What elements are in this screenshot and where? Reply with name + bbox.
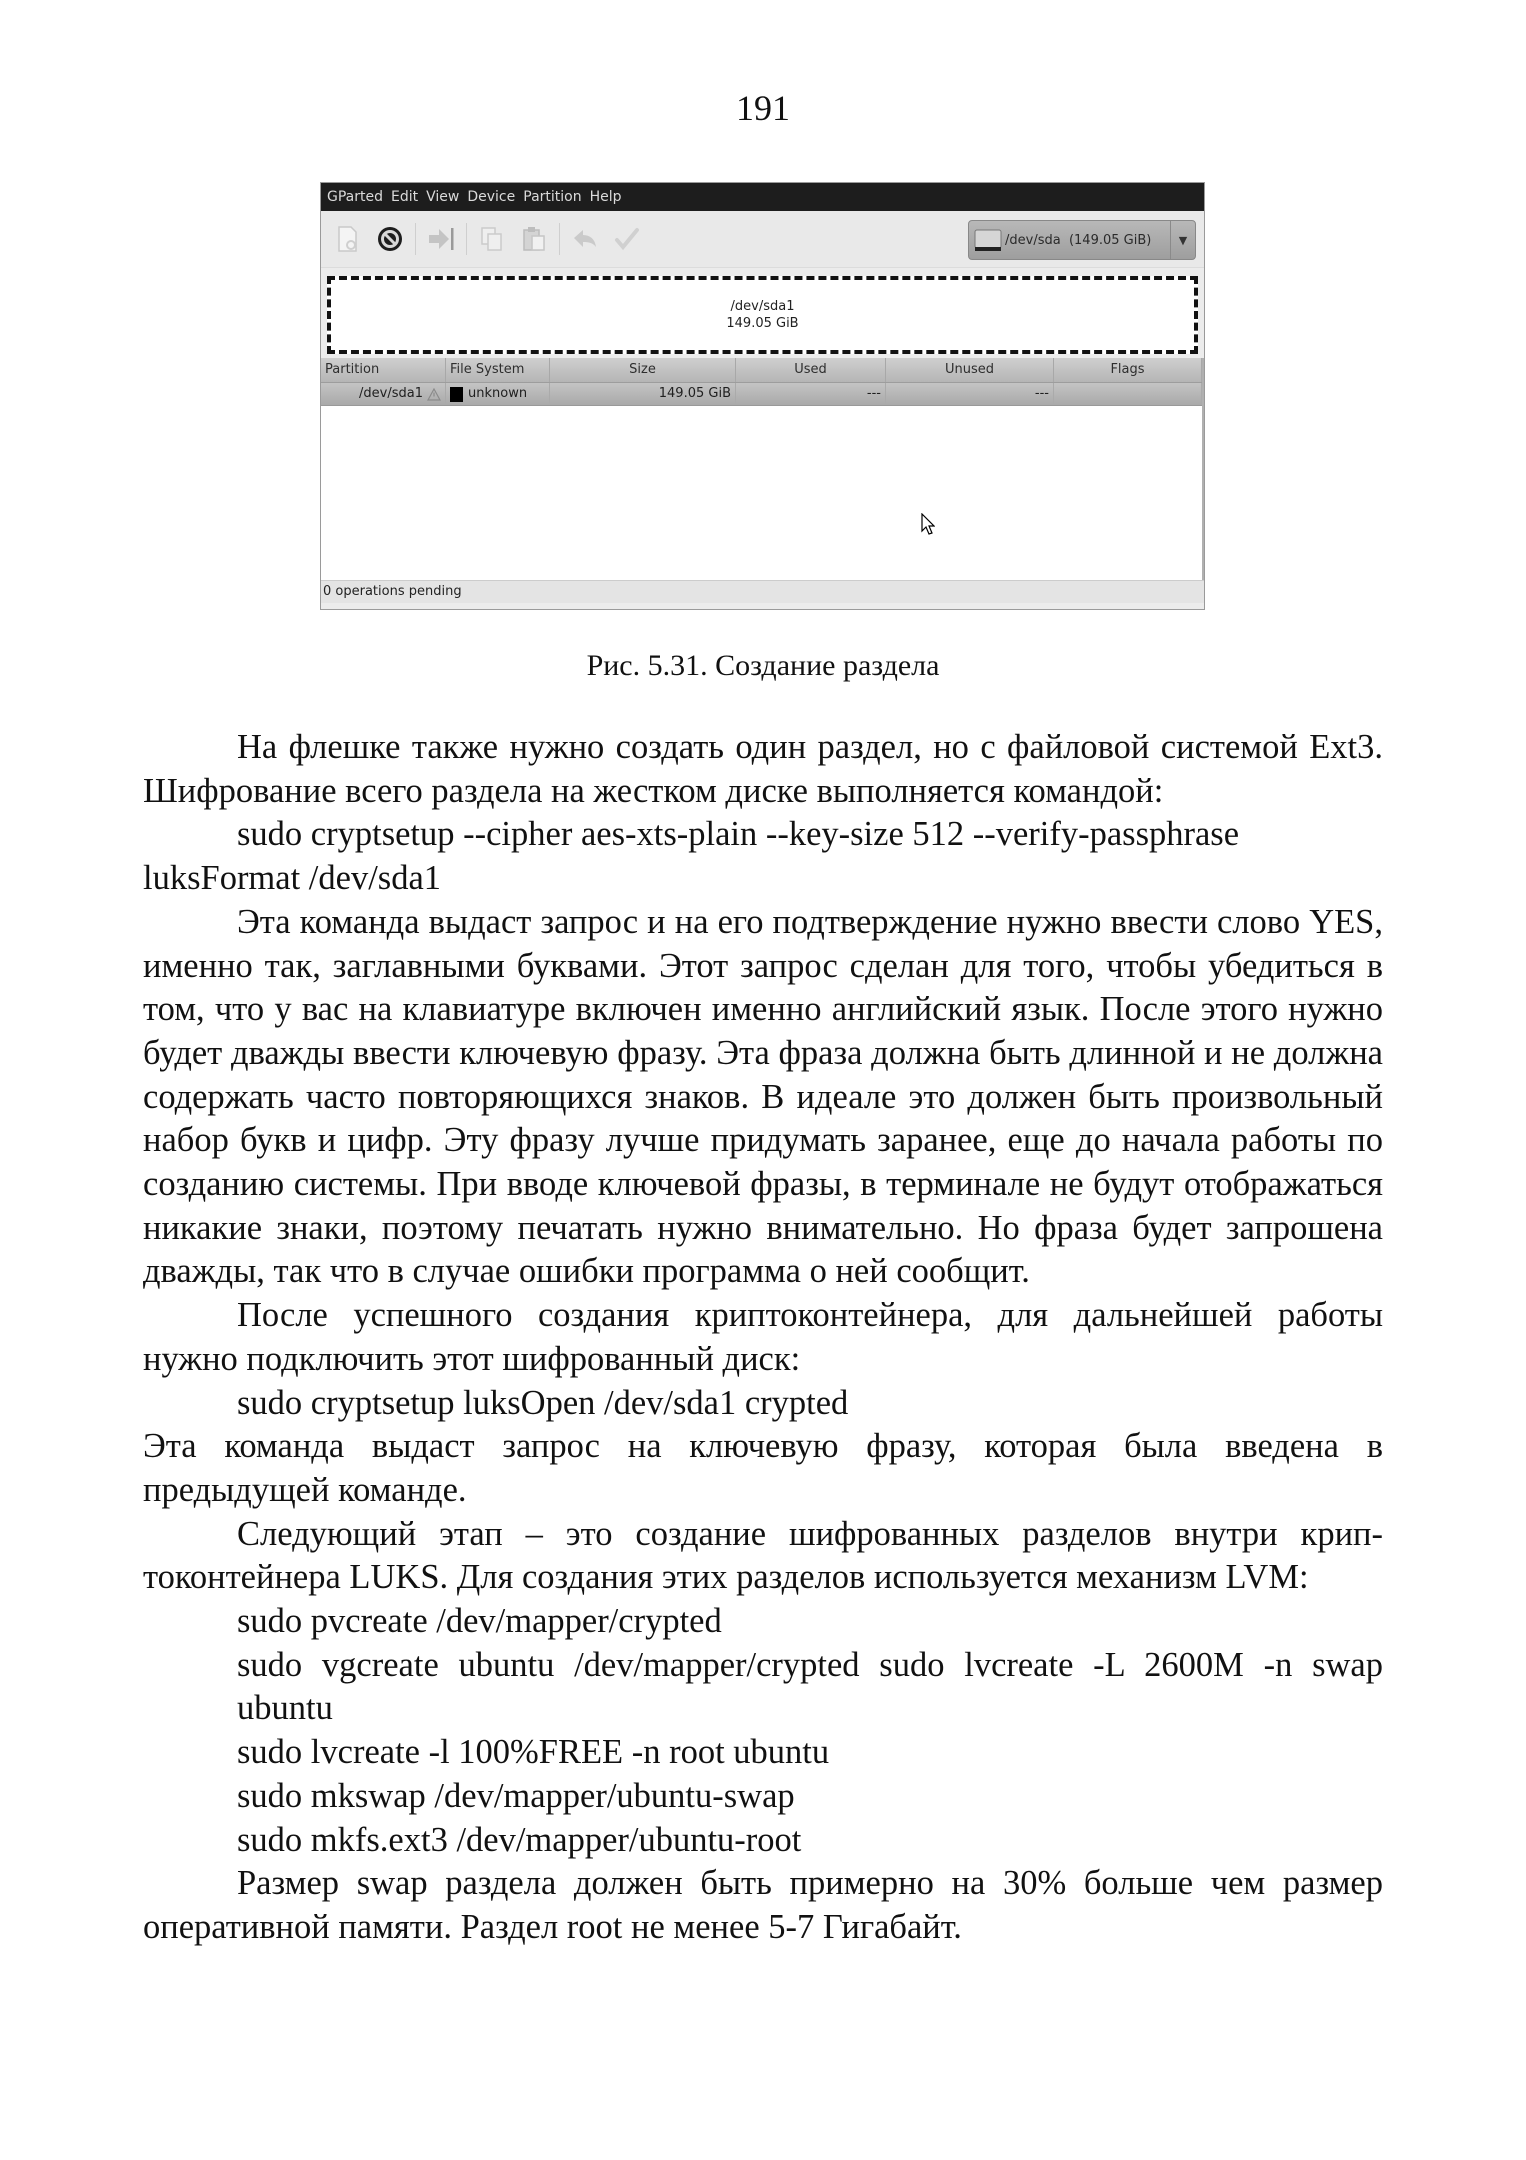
cell-file-system — [446, 383, 550, 405]
menu-device[interactable]: Device — [467, 189, 516, 205]
graphic-partition-size: 149.05 GiB — [726, 316, 799, 331]
command-line-continuation: luksFormat /dev/sda1 — [143, 859, 442, 898]
command-line: sudo pvcreate /dev/mapper/crypted — [237, 1602, 722, 1641]
device-label: /dev/sda (149.05 GiB) — [1005, 232, 1152, 248]
copy-button[interactable] — [475, 222, 509, 256]
command-line: sudo cryptsetup --cipher aes-xts-plain --key-size 512 --verify-passphrase — [237, 815, 1240, 854]
mouse-cursor-icon — [921, 513, 935, 535]
resize-move-icon — [426, 225, 456, 253]
command-line: sudo vgcreate ubuntu /dev/mapper/crypted sudo lvcreate -L 2600M -n swap ubuntu — [237, 1645, 1383, 1728]
column-header-used[interactable]: Used — [736, 358, 886, 382]
copy-icon — [479, 225, 505, 253]
chevron-down-icon[interactable]: ▼ — [1170, 221, 1195, 259]
paragraph: На флешке также нужно создать один раздел, но с файловой системой Ext3. Шифрование всего раздела на жестком диске выполняется командой: — [143, 728, 1383, 810]
menu-partition[interactable]: Partition — [523, 189, 582, 205]
partition-name: /dev/sda1 — [359, 386, 423, 401]
paragraph: Следующий этап – это создание шифрованных разделов внутри криптоконтейнера LUKS. Для создания этих разделов используется механизм LVM: — [143, 1514, 1383, 1597]
toolbar — [321, 211, 1204, 268]
table-row[interactable] — [321, 383, 1202, 406]
page-number: 191 — [736, 88, 790, 128]
menu-edit[interactable]: Edit — [391, 189, 419, 205]
figure-caption: Рис. 5.31. Создание раздела — [586, 649, 940, 682]
file-system-color-swatch — [450, 387, 463, 402]
device-selector[interactable] — [968, 220, 1196, 260]
command-line: sudo lvcreate -l 100%FREE -n root ubuntu — [237, 1733, 830, 1772]
new-partition-icon — [336, 225, 360, 253]
delete-icon — [376, 225, 404, 253]
column-header-partition[interactable]: Partition — [321, 358, 446, 382]
menu-gparted[interactable]: GParted — [327, 189, 383, 205]
toolbar-separator — [466, 223, 467, 255]
resize-move-button[interactable] — [424, 222, 458, 256]
cell-unused: --- — [886, 383, 1054, 405]
undo-icon — [571, 225, 599, 253]
paste-button[interactable] — [517, 222, 551, 256]
apply-icon — [613, 225, 641, 253]
body-text — [143, 726, 1383, 1950]
apply-button[interactable] — [610, 222, 644, 256]
paragraph: После успешного создания криптоконтейнера, для дальнейшей работы нужно подключить этот шифрованный диск: — [143, 1296, 1383, 1378]
column-header-flags[interactable]: Flags — [1054, 358, 1202, 382]
undo-button[interactable] — [568, 222, 602, 256]
graphic-partition-name: /dev/sda1 — [730, 299, 795, 314]
paragraph: Эта команда выдаст запрос и на его подтверждение нужно ввести слово YES, именно так, заглавными буквами. Этот запрос сделан для того, чтобы убедиться в том, что у вас на клавиатуре включен именно английский язык. После этого нужно будет дважды ввести ключевую фразу. Эта фраза должна быть длинной и не должна содержать часто повторяющихся знаков. В идеале это должен быть произвольный набор букв и цифр. Эту фразу лучше придумать заранее, еще до начала работы по созданию системы. При вводе ключевой фразы, в терминале не будут отображаться никакие знаки, поэтому печатать нужно внимательно. Но фраза будет запрошена дважды, так что в случае ошибки программа о ней сообщит. — [143, 902, 1383, 1291]
disk-partition-graphic[interactable] — [327, 276, 1198, 354]
menu-view[interactable]: View — [426, 189, 460, 205]
delete-button[interactable] — [373, 222, 407, 256]
cell-size: 149.05 GiB — [550, 383, 736, 405]
menu-help[interactable]: Help — [589, 189, 622, 205]
command-line: sudo mkswap /dev/mapper/ubuntu-swap — [237, 1776, 795, 1815]
warning-icon — [427, 388, 441, 401]
menu-bar — [321, 183, 1204, 211]
paragraph: Размер swap раздела должен быть примерно на 30% больше чем размер оперативной памяти. Раздел root не менее 5-7 Гигабайт. — [143, 1864, 1383, 1946]
column-header-file-system[interactable]: File System — [446, 358, 550, 382]
cell-partition — [321, 383, 446, 405]
table-header — [321, 358, 1202, 383]
column-header-unused[interactable]: Unused — [886, 358, 1054, 382]
partition-table — [321, 358, 1204, 580]
command-line: sudo cryptsetup luksOpen /dev/sda1 crypted — [237, 1383, 849, 1422]
toolbar-separator — [559, 223, 560, 255]
cell-used: --- — [736, 383, 886, 405]
cell-flags — [1054, 383, 1202, 405]
file-system-name: unknown — [468, 386, 528, 401]
paragraph: Эта команда выдаст запрос на ключевую фразу, которая была введена в предыдущей команде. — [143, 1427, 1383, 1509]
command-line: sudo mkfs.ext3 /dev/mapper/ubuntu-root — [237, 1820, 802, 1859]
hard-disk-icon — [973, 227, 1003, 253]
toolbar-separator — [415, 223, 416, 255]
column-header-size[interactable]: Size — [550, 358, 736, 382]
gparted-window — [320, 182, 1205, 610]
paste-icon — [521, 225, 547, 253]
status-bar: 0 operations pending — [321, 580, 1204, 603]
new-partition-button[interactable] — [331, 222, 365, 256]
